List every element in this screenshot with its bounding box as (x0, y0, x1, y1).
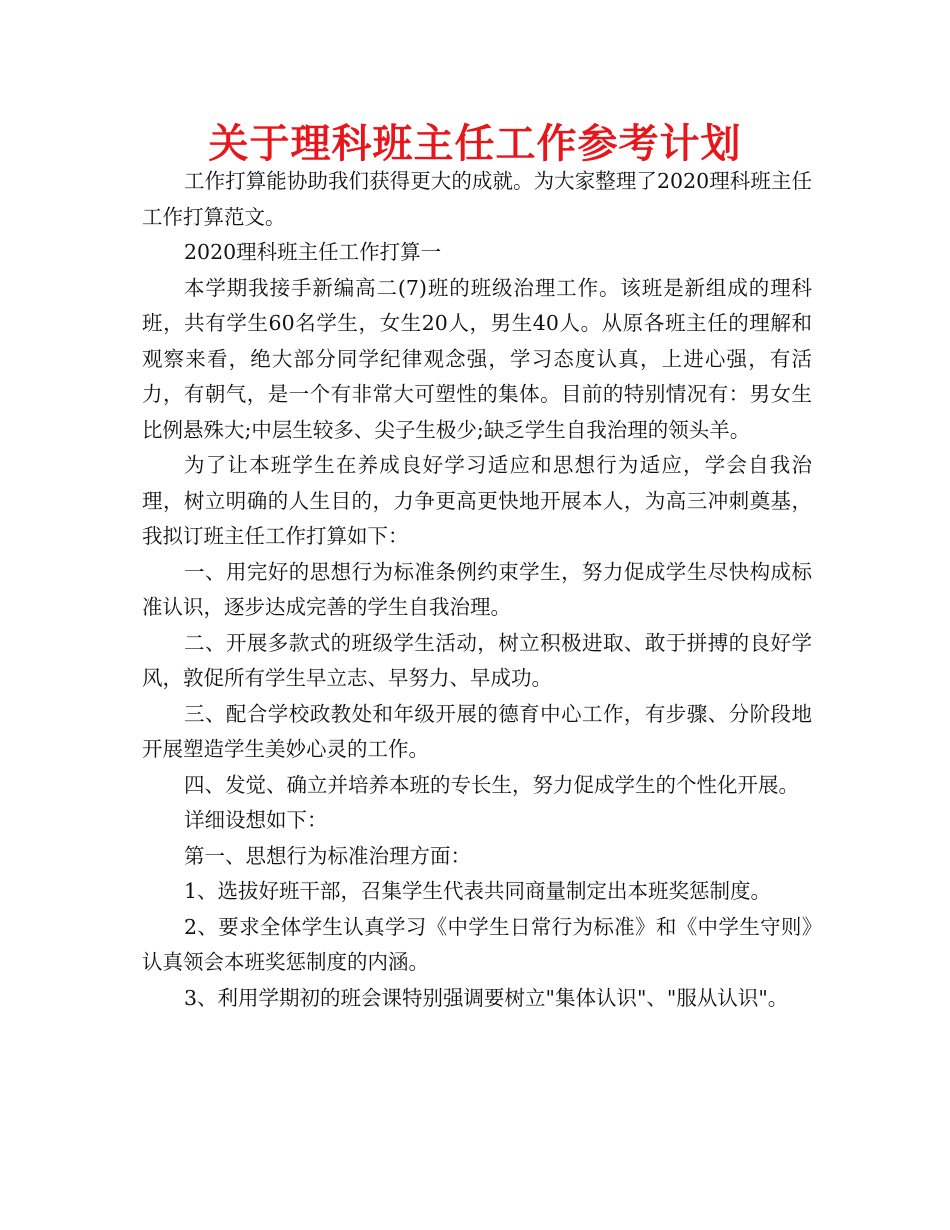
paragraph-plan-intro: 为了让本班学生在养成良好学习适应和思想行为适应，学会自我治理，树立明确的人生目的，力争更高更快地开展本人，为高三冲刺奠基，我拟订班主任工作打算如下： (142, 453, 812, 548)
paragraph-details-heading: 详细设想如下： (184, 808, 328, 832)
paragraph-goal-2: 二、开展多款式的班级学生活动，树立积极进取、敢于拼搏的良好学风，敦促所有学生早立志、早努力、早成功。 (142, 630, 812, 690)
paragraph-goal-1: 一、用完好的思想行为标准条例约束学生，努力促成学生尽快构成标准认识，逐步达成完善的学生自我治理。 (142, 559, 812, 619)
document-body (142, 164, 812, 1016)
paragraph-class-overview: 本学期我接手新编高二(7)班的班级治理工作。该班是新组成的理科班，共有学生60名学生，女生20人，男生40人。从原各班主任的理解和观察来看，绝大部分同学纪律观念强，学习态度认真，上进心强，有活力，有朝气，是一个有非常大可塑性的集体。目前的特别情况有：男女生比例悬殊大;中层生较多、尖子生极少;缺乏学生自我治理的领头羊。 (142, 275, 812, 442)
paragraph-intro: 工作打算能协助我们获得更大的成就。为大家整理了2020理科班主任工作打算范文。 (142, 169, 812, 229)
document-title: 关于理科班主任工作参考计划 (208, 121, 742, 167)
paragraph-goal-3: 三、配合学校政教处和年级开展的德育中心工作，有步骤、分阶段地开展塑造学生美妙心灵的工作。 (142, 701, 812, 761)
paragraph-goal-4: 四、发觉、确立并培养本班的专长生，努力促成学生的个性化开展。 (184, 772, 799, 797)
paragraph-item-3: 3、利用学期初的班会课特别强调要树立"集体认识"、"服从认识"。 (184, 985, 789, 1010)
paragraph-item-2: 2、要求全体学生认真学习《中学生日常行为标准》和《中学生守则》认真领会本班奖惩制度的内涵。 (142, 914, 812, 974)
paragraph-subheading: 2020理科班主任工作打算一 (184, 240, 442, 264)
paragraph-section-1-heading: 第一、思想行为标准治理方面： (184, 843, 471, 868)
paragraph-item-1: 1、选拔好班干部，召集学生代表共同商量制定出本班奖惩制度。 (184, 879, 772, 903)
